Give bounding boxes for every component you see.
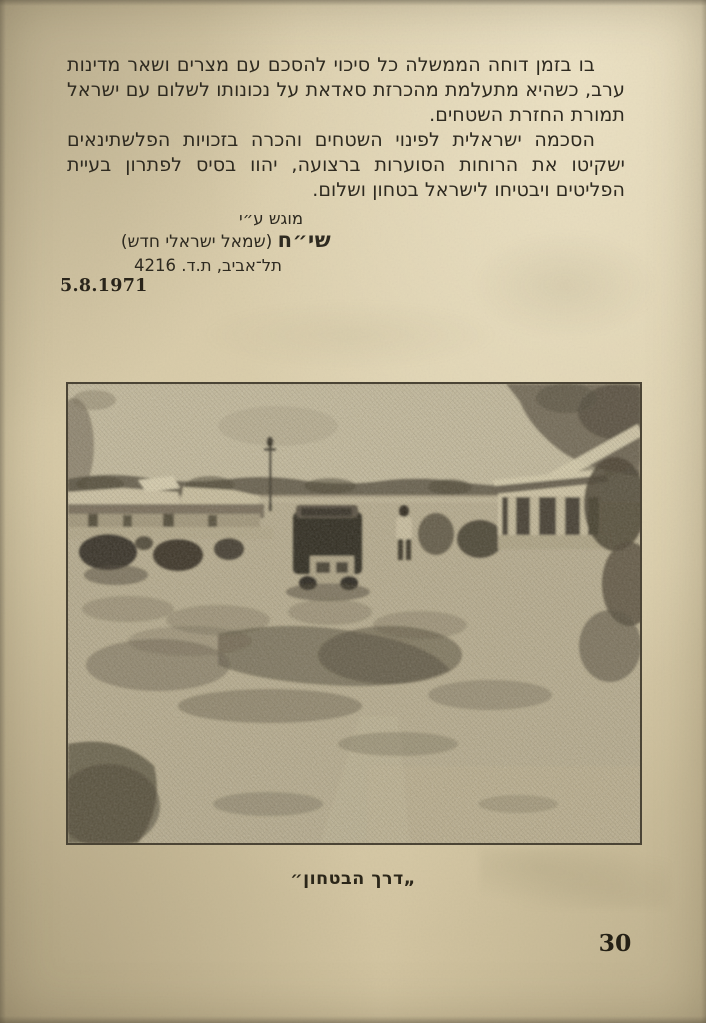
organization-suffix: (שמאל ישראלי חדש) [120, 232, 273, 252]
halftone-photo [66, 382, 642, 845]
date-line: 5.8.1971 [60, 276, 148, 296]
page-number: 30 [598, 929, 632, 957]
organization-name: שי״ח [277, 228, 332, 252]
paragraph-1: בו בזמן דוחה הממשלה כל סיכוי להסכם עם מצרים ושאר מדינות ערב, כשהיא מתעלמת מהכרזת סאדאת על נכונותו לשלום עם ישראל תמורת החזרת השטחים. [67, 54, 625, 126]
address-line: תל־אביב, ת.ד. 4216 [133, 256, 283, 275]
organization-line [110, 228, 342, 252]
paragraph-2: הסכמה ישראלית לפינוי השטחים והכרה בזכויות הפלשתינאים ישקיטו את הרוחות הסוערות ברצועה, יהוו בסיס לפתרון בעיית הפליטים ויבטיחו לישראל בטחון ושלום. [67, 129, 625, 201]
body-text [67, 53, 625, 203]
presented-by-line: מוגש ע״י [238, 209, 304, 228]
photo-illustration [68, 384, 640, 843]
bleed-through-smudge [470, 230, 660, 340]
photo-caption: „דרך הבטחון״ [290, 869, 416, 889]
bleed-through-smudge [200, 300, 500, 370]
